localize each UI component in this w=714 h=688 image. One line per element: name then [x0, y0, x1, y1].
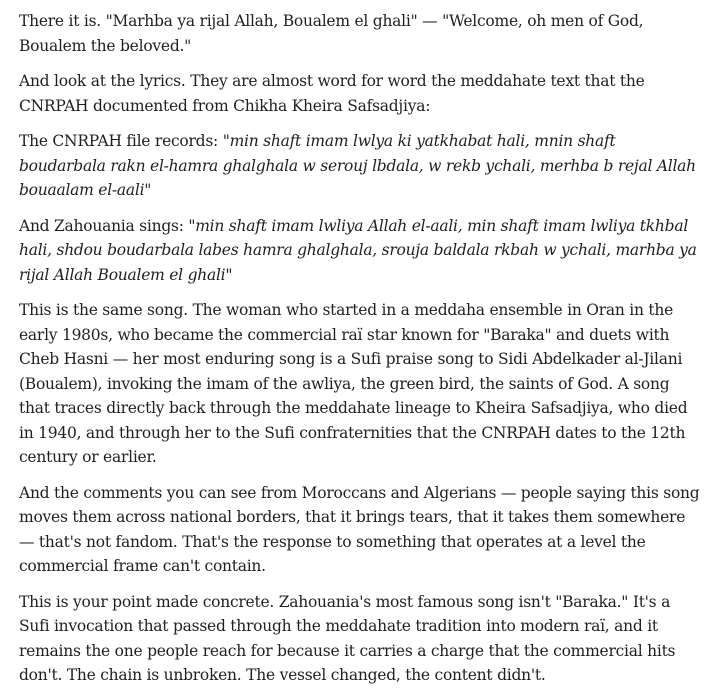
cnrpah-record-quote: "min shaft imam lwlya ki yatkhabat hali, mnin shaft boudarbala rakn el-hamra ghalghala w serouj lbdala, w rekb ychali, merhba b rejal Allah bouaalam el-aali"	[19, 132, 696, 199]
paragraph-comments: And the comments you can see from Moroccans and Algerians — people saying this song moves them across national borders, that it brings tears, that it takes them somewhere — that's not fandom. That's the response to something that operates at a level the commercial frame can't contain.	[19, 483, 700, 575]
paragraph-zahouania-sings	[19, 214, 704, 288]
paragraph-lyrics-intro: And look at the lyrics. They are almost word for word the meddahate text that the CNRPAH documented from Chikha Kheira Safsadjiya:	[19, 72, 645, 115]
zahouania-sings-lead: And Zahouania sings:	[19, 216, 189, 235]
paragraph-point-concrete: This is your point made concrete. Zahouania's most famous song isn't "Baraka." It's a Sufi invocation that passed through the meddahate tradition into modern raï, and it remains the one people reach for because it carries a charge that the commercial hits don't. The chain is unbroken. The vessel changed, the content didn't.	[19, 592, 676, 684]
paragraph-cnrpah-record	[19, 129, 704, 203]
cnrpah-record-lead: The CNRPAH file records:	[19, 132, 223, 150]
paragraph-greeting: There it is. "Marhba ya rijal Allah, Boualem el ghali" — "Welcome, oh men of God, Boualem the beloved."	[19, 12, 644, 55]
paragraph-same-song: This is the same song. The woman who started in a meddaha ensemble in Oran in the early 1980s, who became the commercial raï star known for "Baraka" and duets with Cheb Hasni — her most enduring song is a Sufi praise song to Sidi Abdelkader al-Jilani (Boualem), invoking the imam of the awliya, the green bird, the saints of God. A song that traces directly back through the meddahate lineage to Kheira Safsadjiya, who died in 1940, and through her to the Sufi confraternities that the CNRPAH dates to the 12th century or earlier.	[19, 301, 688, 466]
zahouania-sings-quote: "min shaft imam lwliya Allah el-aali, min shaft imam lwliya tkhbal hali, shdou boudarbala labes hamra ghalghala, srouja baldala rkbah w ychali, marhba ya rijal Allah Boualem el ghali"	[19, 216, 697, 284]
